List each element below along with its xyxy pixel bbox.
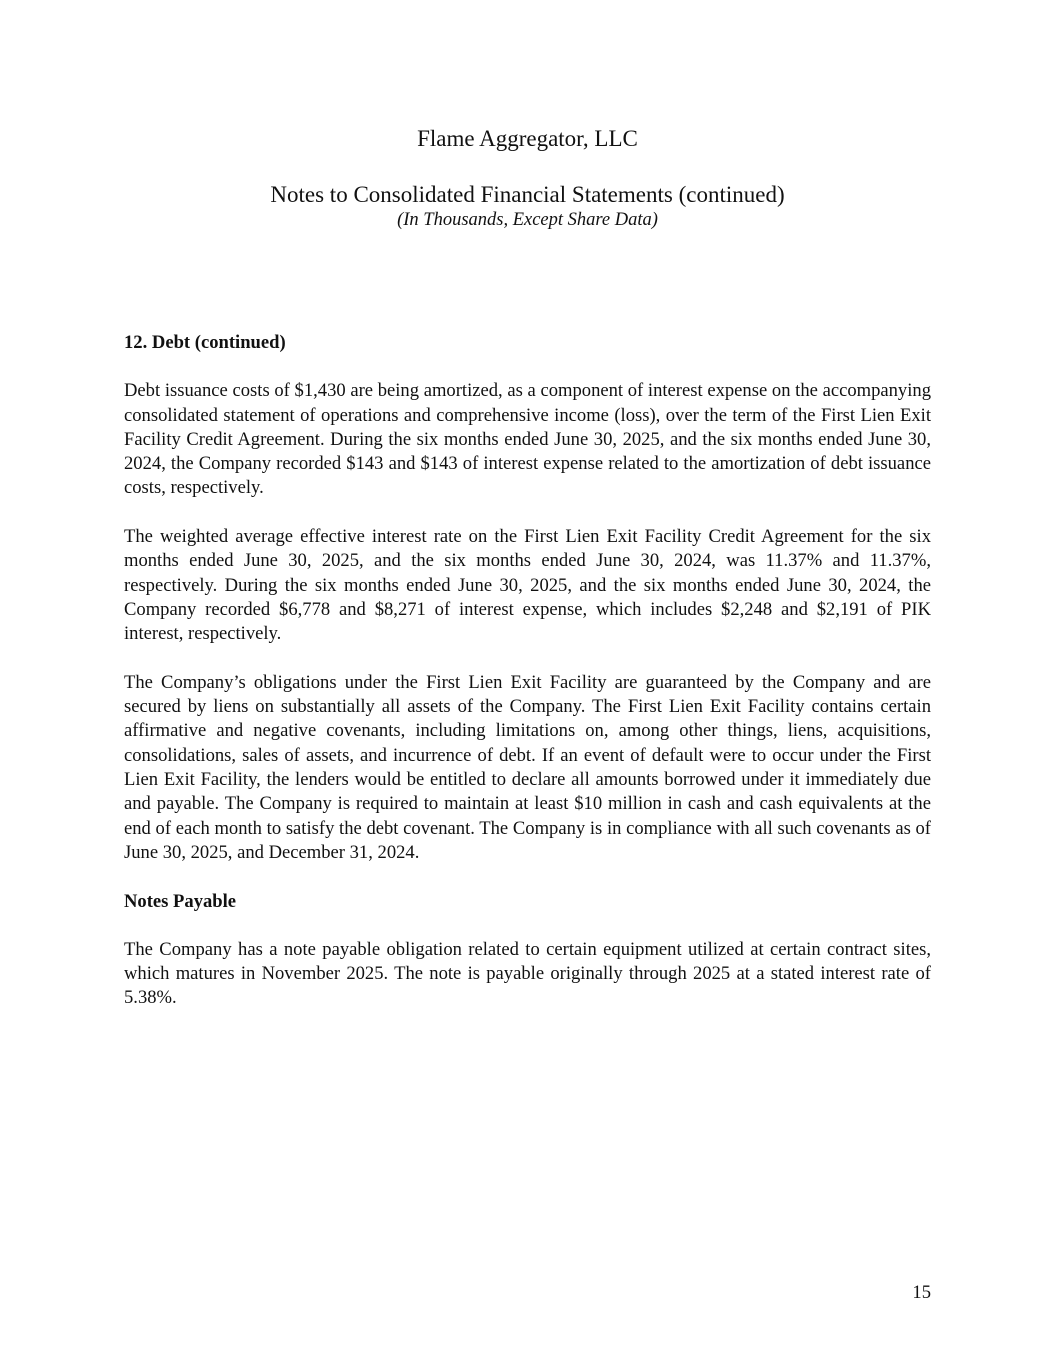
paragraph-obligations-covenants: The Company’s obligations under the First Lien Exit Facility are guaranteed by the Company and are secured by liens on substantially all assets of the Company. The First Lien Exit Facility contains certain affirmative and negative covenants, including limitations on, among other things, liens, acquisitions, consolidations, sales of assets, and incurrence of debt. If an event of default were to occur under the First Lien Exit Facility, the lenders would be entitled to declare all amounts borrowed under it immediately due and payable. The Company is required to maintain at least $10 million in cash and cash equivalents at the end of each month to satisfy the debt covenant. The Company is in compliance with all such covenants as of June 30, 2025, and December 31, 2024.: [124, 671, 931, 863]
paragraph-debt-issuance-costs: Debt issuance costs of $1,430 are being amortized, as a component of interest expense on the accompanying consolidated statement of operations and comprehensive income (loss), over the term of the First Lien Exit Facility Credit Agreement. During the six months ended June 30, 2025, and the six months ended June 30, 2024, the Company recorded $143 and $143 of interest expense related to the amortization of debt issuance costs, respectively.: [124, 380, 931, 499]
document-body: [124, 331, 931, 1035]
notes-title: Notes to Consolidated Financial Statements (continued): [270, 182, 785, 207]
page-number: 15: [912, 1282, 931, 1303]
notes-subtitle: (In Thousands, Except Share Data): [397, 210, 658, 230]
paragraph-notes-payable: The Company has a note payable obligation related to certain equipment utilized at certain contract sites, which matures in November 2025. The note is payable originally through 2025 at a stated interest rate of 5.38%.: [124, 938, 931, 1009]
paragraph-effective-interest-rate: The weighted average effective interest rate on the First Lien Exit Facility Credit Agreement for the six months ended June 30, 2025, and the six months ended June 30, 2024, was 11.37% and 11.37%, respectively. During the six months ended June 30, 2025, and the six months ended June 30, 2024, the Company recorded $6,778 and $8,271 of interest expense, which includes $2,248 and $2,191 of PIK interest, respectively.: [124, 526, 931, 645]
company-name: Flame Aggregator, LLC: [417, 126, 638, 151]
section-heading: 12. Debt (continued): [124, 332, 286, 353]
notes-payable-heading: Notes Payable: [124, 890, 237, 912]
